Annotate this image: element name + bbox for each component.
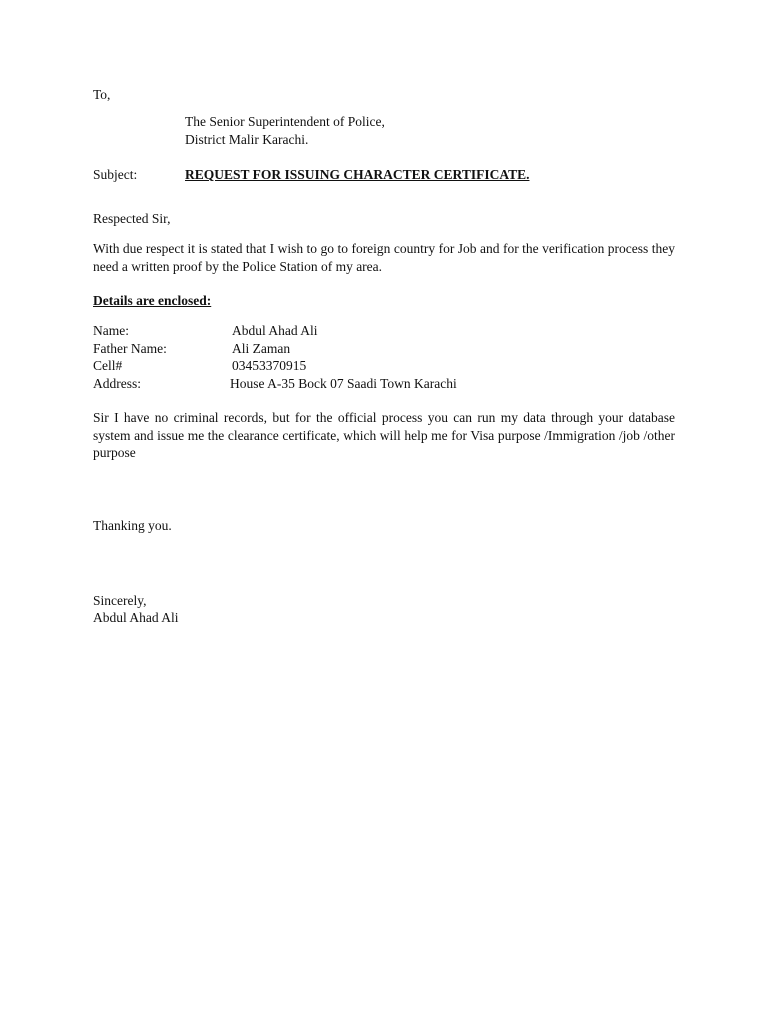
subject-label: Subject: bbox=[93, 167, 138, 182]
to-label: To, bbox=[93, 87, 111, 102]
detail-label: Name: bbox=[93, 323, 129, 338]
detail-value: Abdul Ahad Ali bbox=[232, 323, 318, 338]
detail-label: Father Name: bbox=[93, 341, 167, 356]
detail-label: Address: bbox=[93, 376, 141, 391]
subject-text: REQUEST FOR ISSUING CHARACTER CERTIFICATE. bbox=[185, 167, 530, 182]
detail-row-father-name bbox=[93, 340, 675, 358]
detail-row-name bbox=[93, 322, 675, 340]
detail-value: 03453370915 bbox=[232, 358, 307, 373]
closing-line: Sincerely, bbox=[93, 593, 147, 608]
detail-label: Cell# bbox=[93, 358, 123, 373]
detail-row-address bbox=[93, 375, 675, 393]
body-paragraph-1: With due respect it is stated that I wish to go to foreign country for Job and for the verification process they need a written proof by the Police Station of my area. bbox=[93, 241, 675, 274]
detail-value: House A-35 Bock 07 Saadi Town Karachi bbox=[230, 376, 457, 391]
recipient-district: District Malir Karachi. bbox=[185, 132, 309, 147]
signature-name: Abdul Ahad Ali bbox=[93, 610, 179, 625]
details-heading: Details are enclosed: bbox=[93, 293, 212, 308]
detail-row-cell bbox=[93, 357, 675, 375]
body-paragraph-2: Sir I have no criminal records, but for the official process you can run my data through your database system and issue me the clearance certificate, which will help me for Visa purpose /Immigration /job /other purpose bbox=[93, 410, 675, 460]
salutation: Respected Sir, bbox=[93, 211, 171, 226]
detail-value: Ali Zaman bbox=[232, 341, 291, 356]
recipient-title: The Senior Superintendent of Police, bbox=[185, 114, 385, 129]
thanks-line: Thanking you. bbox=[93, 518, 172, 533]
